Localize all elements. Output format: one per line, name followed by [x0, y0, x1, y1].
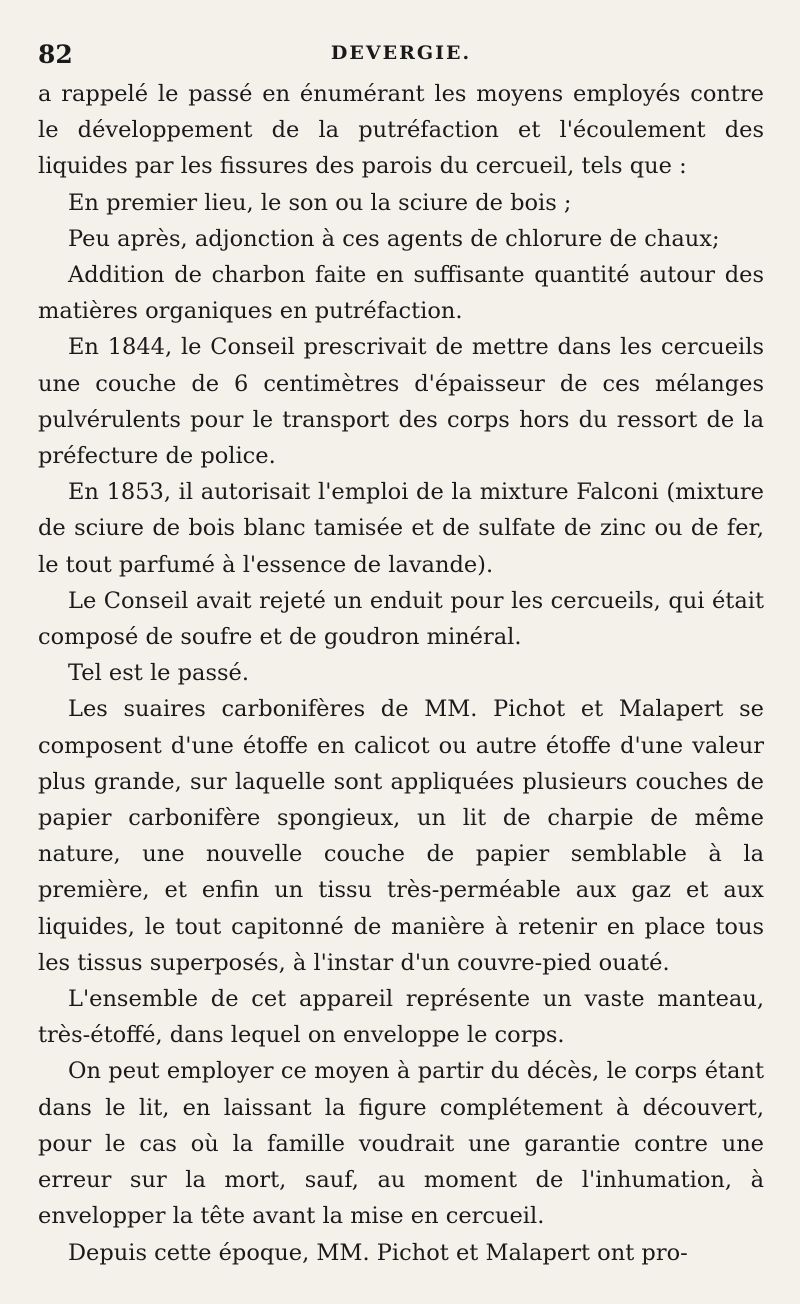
- paragraph-3: Peu après, adjonction à ces agents de chlorure de chaux;: [68, 225, 720, 252]
- running-head: DEVERGIE.: [330, 42, 472, 64]
- paragraph-2: En premier lieu, le son ou la sciure de bois ;: [68, 189, 572, 216]
- paragraph-12: Depuis cette époque, MM. Pichot et Malapert ont pro-: [68, 1239, 688, 1266]
- paragraph-4: Addition de charbon faite en suffisante quantité autour des matières organiques en putréfaction.: [38, 262, 764, 325]
- page-number: 82: [38, 40, 73, 69]
- page-header: [38, 32, 764, 72]
- paragraph-10: L'ensemble de cet appareil représente un vaste manteau, très-étoffé, dans lequel on enveloppe le corps.: [38, 986, 764, 1049]
- paragraph-1: a rappelé le passé en énumérant les moyens employés contre le développement de la putréfaction et l'écoulement des liquides par les fissures des parois du cercueil, tels que :: [38, 81, 764, 180]
- paragraph-11: On peut employer ce moyen à partir du décès, le corps étant dans le lit, en laissant la figure complétement à découvert, pour le cas où la famille voudrait une garantie contre une erreur sur la mort, sauf, au moment de l'inhumation, à envelopper la tête avant la mise en cercueil.: [38, 1058, 764, 1230]
- paragraph-7: Le Conseil avait rejeté un enduit pour les cercueils, qui était composé de soufre et de goudron minéral.: [38, 587, 764, 651]
- paragraph-9: Les suaires carbonifères de MM. Pichot et Malapert se composent d'une étoffe en calicot ou autre étoffe d'une valeur plus grande, sur laquelle sont appliquées plusieurs couches de papier carbonifère spongieux, un lit de charpie de même nature, une nouvelle couche de papier semblable à la première, et enfin un tissu très-perméable aux gaz et aux liquides, le tout capitonné de manière à retenir en place tous les tissus superposés, à l'instar d'un couvre-pied ouaté.: [38, 696, 764, 976]
- paragraph-5: En 1844, le Conseil prescrivait de mettre dans les cercueils une couche de 6 centimètres d'épaisseur de ces mélanges pulvérulents pour le transport des corps hors du ressort de la préfecture de police.: [38, 334, 764, 470]
- body-text: [38, 76, 764, 1271]
- paragraph-8: Tel est le passé.: [68, 660, 250, 687]
- paragraph-6: En 1853, il autorisait l'emploi de la mixture Falconi (mixture de sciure de bois blanc tamisée et de sulfate de zinc ou de fer, le tout parfumé à l'essence de lavande).: [38, 479, 764, 578]
